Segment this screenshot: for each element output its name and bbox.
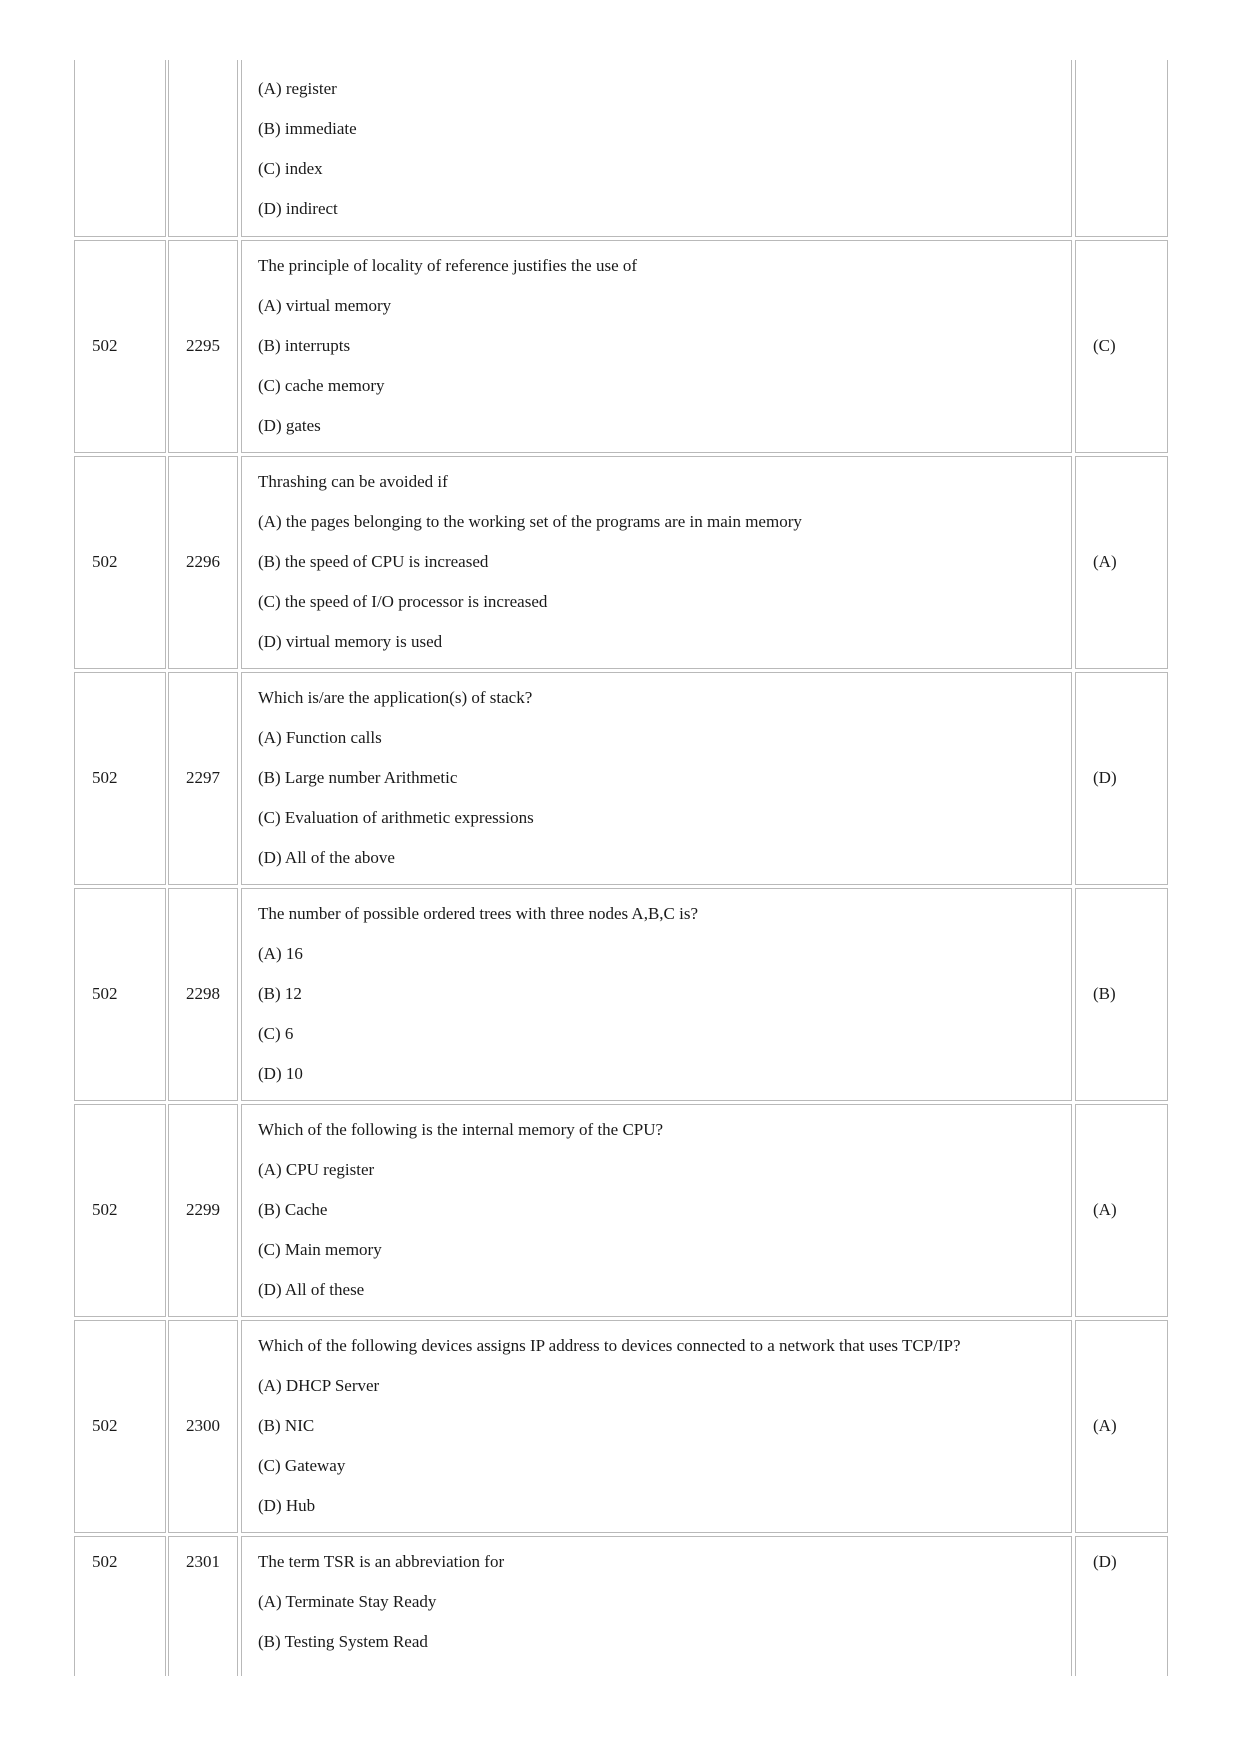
answer-cell <box>1075 1320 1168 1533</box>
answer-value: (A) <box>1093 552 1117 571</box>
option-b: (B) interrupts <box>258 336 351 355</box>
question-cell <box>241 1536 1072 1676</box>
option-a: (A) CPU register <box>258 1160 375 1179</box>
unit-cell <box>74 1536 166 1676</box>
unit-cell <box>74 1320 166 1533</box>
id-cell <box>168 60 238 237</box>
table-row <box>74 1536 1168 1676</box>
answer-value: (D) <box>1093 768 1117 787</box>
option-b: (B) Testing System Read <box>258 1632 428 1651</box>
answer-value: (A) <box>1093 1416 1117 1435</box>
table-row <box>74 456 1168 669</box>
option-c: (C) the speed of I/O processor is increased <box>258 592 548 611</box>
option-b: (B) NIC <box>258 1416 315 1435</box>
unit-value: 502 <box>92 768 118 787</box>
option-c: (C) index <box>258 159 323 178</box>
option-a: (A) Function calls <box>258 728 382 747</box>
answer-cell <box>1075 888 1168 1101</box>
id-cell <box>168 888 238 1101</box>
option-a: (A) register <box>258 79 337 98</box>
option-d: (D) Hub <box>258 1496 316 1515</box>
answer-cell <box>1075 456 1168 669</box>
id-cell <box>168 672 238 885</box>
question-text: The number of possible ordered trees with three nodes A,B,C is? <box>258 904 699 923</box>
question-cell <box>241 888 1072 1101</box>
option-c: (C) Gateway <box>258 1456 346 1475</box>
question-cell <box>241 1320 1072 1533</box>
option-d: (D) virtual memory is used <box>258 632 443 651</box>
id-cell <box>168 240 238 453</box>
id-cell <box>168 456 238 669</box>
unit-value: 502 <box>92 1552 118 1571</box>
unit-cell <box>74 240 166 453</box>
answer-cell <box>1075 240 1168 453</box>
option-a: (A) virtual memory <box>258 296 392 315</box>
id-cell <box>168 1320 238 1533</box>
question-cell <box>241 1104 1072 1317</box>
id-cell <box>168 1104 238 1317</box>
answer-value: (B) <box>1093 984 1116 1003</box>
unit-value: 502 <box>92 1200 118 1219</box>
option-a: (A) 16 <box>258 944 303 963</box>
question-id: 2297 <box>186 768 220 787</box>
table-row <box>74 672 1168 885</box>
option-c: (C) cache memory <box>258 376 385 395</box>
option-b: (B) Large number Arithmetic <box>258 768 458 787</box>
question-text: Thrashing can be avoided if <box>258 472 448 491</box>
question-id: 2295 <box>186 336 220 355</box>
option-b: (B) the speed of CPU is increased <box>258 552 489 571</box>
unit-cell <box>74 888 166 1101</box>
answer-cell <box>1075 1104 1168 1317</box>
answer-cell <box>1075 60 1168 237</box>
option-b: (B) Cache <box>258 1200 328 1219</box>
unit-cell <box>74 1104 166 1317</box>
answer-cell <box>1075 672 1168 885</box>
question-text: The principle of locality of reference justifies the use of <box>258 256 638 275</box>
option-c: (C) Main memory <box>258 1240 382 1259</box>
unit-value: 502 <box>92 552 118 571</box>
unit-value: 502 <box>92 336 118 355</box>
option-b: (B) immediate <box>258 119 357 138</box>
option-a: (A) DHCP Server <box>258 1376 380 1395</box>
question-text: Which of the following is the internal memory of the CPU? <box>258 1120 664 1139</box>
option-a: (A) Terminate Stay Ready <box>258 1592 437 1611</box>
answer-value: (A) <box>1093 1200 1117 1219</box>
question-cell <box>241 456 1072 669</box>
table-row <box>74 240 1168 453</box>
option-c: (C) 6 <box>258 1024 294 1043</box>
table-row <box>74 1320 1168 1533</box>
answer-value: (D) <box>1093 1552 1117 1571</box>
question-cell <box>241 672 1072 885</box>
question-text: The term TSR is an abbreviation for <box>258 1552 505 1571</box>
option-a: (A) the pages belonging to the working set of the programs are in main memory <box>258 512 802 531</box>
unit-cell <box>74 60 166 237</box>
option-d: (D) indirect <box>258 199 338 218</box>
table-row <box>74 60 1168 237</box>
question-text: Which of the following devices assigns IP address to devices connected to a network that uses TCP/IP? <box>258 1336 961 1355</box>
option-c: (C) Evaluation of arithmetic expressions <box>258 808 534 827</box>
unit-value: 502 <box>92 984 118 1003</box>
question-id: 2300 <box>186 1416 220 1435</box>
option-d: (D) gates <box>258 416 321 435</box>
answer-cell <box>1075 1536 1168 1676</box>
option-d: (D) All of the above <box>258 848 395 867</box>
id-cell <box>168 1536 238 1676</box>
question-cell <box>241 60 1072 237</box>
option-d: (D) 10 <box>258 1064 303 1083</box>
unit-cell <box>74 456 166 669</box>
option-d: (D) All of these <box>258 1280 365 1299</box>
table-row <box>74 1104 1168 1317</box>
answer-value: (C) <box>1093 336 1116 355</box>
option-b: (B) 12 <box>258 984 302 1003</box>
question-id: 2301 <box>186 1552 220 1571</box>
unit-cell <box>74 672 166 885</box>
question-cell <box>241 240 1072 453</box>
question-id: 2296 <box>186 552 220 571</box>
question-id: 2299 <box>186 1200 220 1219</box>
question-id: 2298 <box>186 984 220 1003</box>
unit-value: 502 <box>92 1416 118 1435</box>
question-text: Which is/are the application(s) of stack? <box>258 688 533 707</box>
table-row <box>74 888 1168 1101</box>
